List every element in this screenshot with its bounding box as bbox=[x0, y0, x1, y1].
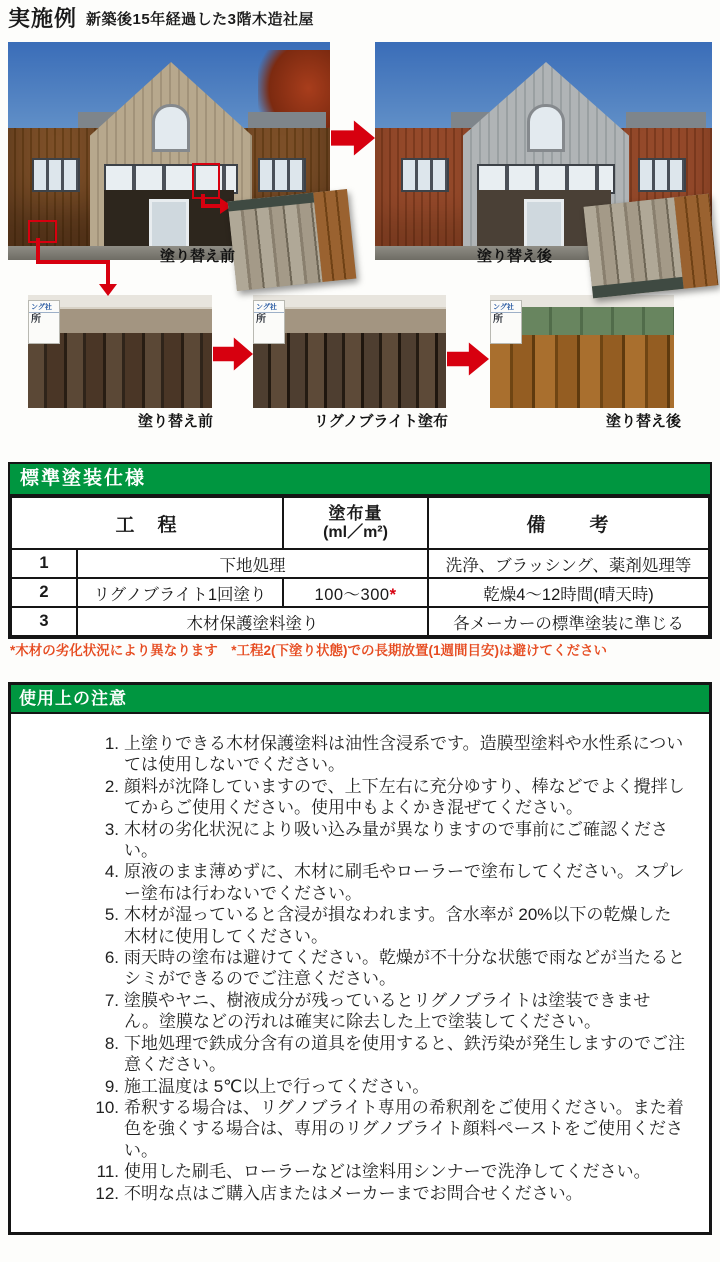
table-row bbox=[11, 549, 709, 578]
entrance-door bbox=[524, 199, 564, 246]
list-item bbox=[89, 819, 685, 862]
item-number: 12. bbox=[95, 1183, 119, 1203]
item-number: 9. bbox=[104, 1076, 119, 1096]
right-wing-window bbox=[258, 158, 306, 192]
weathered-planks bbox=[28, 333, 212, 408]
amount-value: 100〜300 bbox=[314, 585, 390, 604]
sign-text-fragment: 所 bbox=[493, 314, 503, 325]
detail-marker-box-lower bbox=[28, 220, 57, 243]
item-text: 塗膜やヤニ、樹液成分が残っているとリグノブライトは塗装できません。塗膜などの汚れは確実に除去した上で塗装してください。 bbox=[124, 990, 651, 1032]
entrance-door bbox=[149, 199, 189, 246]
label-closeup-applied: リグノブライト塗布 bbox=[314, 413, 448, 430]
treated-planks bbox=[253, 333, 446, 408]
label-closeup-before: 塗り替え前 bbox=[138, 413, 214, 430]
item-number: 3. bbox=[104, 819, 119, 839]
label-closeup-after: 塗り替え後 bbox=[606, 413, 682, 430]
asterisk-mark: * bbox=[389, 585, 397, 604]
sign-text-fragment: ング社 bbox=[29, 303, 59, 313]
item-number: 7. bbox=[104, 990, 119, 1010]
cautions-section-title: 使用上の注意 bbox=[11, 685, 709, 714]
item-text: 施工温度は 5℃以上で行ってください。 bbox=[124, 1076, 430, 1096]
connector-line bbox=[36, 260, 110, 264]
wall-sign bbox=[28, 300, 60, 344]
process-cell: 下地処理 bbox=[77, 549, 428, 578]
item-text: 木材が湿っていると含浸が損なわれます。含水率が 20%以下の乾燥した木材に使用してください。 bbox=[124, 905, 672, 946]
row-number: 1 bbox=[11, 549, 77, 578]
wall-sign bbox=[253, 300, 285, 344]
amount-header-line1: 塗布量 bbox=[328, 504, 383, 523]
item-number: 2. bbox=[104, 776, 119, 796]
list-item bbox=[89, 1183, 685, 1204]
arrow-right-icon bbox=[213, 336, 253, 372]
item-text: 不明な点はご購入店またはメーカーまでお問合せください。 bbox=[124, 1183, 583, 1203]
item-number: 11. bbox=[96, 1162, 119, 1182]
list-item bbox=[89, 1076, 685, 1097]
cautions-list bbox=[89, 733, 685, 1204]
wall-sign bbox=[490, 300, 522, 344]
amount-header-line2: (ml／m²) bbox=[323, 524, 388, 541]
item-number: 6. bbox=[104, 948, 119, 968]
detail-marker-box-upper bbox=[192, 163, 220, 199]
row-number: 2 bbox=[11, 578, 77, 607]
note-cell: 各メーカーの標準塗装に準じる bbox=[428, 607, 709, 636]
list-item bbox=[89, 1161, 685, 1182]
spec-footnote: *木材の劣化状況により異なります *工程2(下塗り状態)での長期放置(1週間目安)は避けてください bbox=[10, 643, 608, 658]
inset-photo-weathered-detail bbox=[228, 189, 357, 291]
closeup-photo-applied bbox=[253, 295, 446, 408]
list-item bbox=[89, 861, 685, 904]
spec-header-row bbox=[11, 497, 709, 549]
item-text: 使用した刷毛、ローラーなどは塗料用シンナーで洗浄してください。 bbox=[124, 1162, 651, 1182]
label-after: 塗り替え後 bbox=[477, 248, 553, 265]
item-text: 希釈する場合は、リグノブライト専用の希釈剤をご使用ください。また着色を強くする場合は、専用のリグノブライト顔料ペーストをご使用ください。 bbox=[124, 1097, 684, 1160]
connector-line bbox=[106, 260, 110, 286]
item-number: 4. bbox=[104, 862, 119, 882]
list-item bbox=[89, 904, 685, 947]
label-before: 塗り替え前 bbox=[160, 248, 236, 265]
item-number: 8. bbox=[104, 1033, 119, 1053]
process-cell: リグノブライト1回塗り bbox=[77, 578, 283, 607]
amount-cell bbox=[283, 578, 428, 607]
arched-window bbox=[152, 104, 190, 152]
sign-text-fragment: ング社 bbox=[254, 303, 284, 313]
table-row bbox=[11, 578, 709, 607]
list-item bbox=[89, 776, 685, 819]
page-subtitle: 新築後15年経過した3階木造社屋 bbox=[86, 11, 315, 28]
list-item bbox=[89, 1033, 685, 1076]
spec-section-title: 標準塗装仕様 bbox=[10, 464, 710, 496]
process-cell: 木材保護塗料塗り bbox=[77, 607, 428, 636]
list-item bbox=[89, 990, 685, 1033]
page-title: 実施例 bbox=[8, 6, 78, 31]
arrow-right-icon bbox=[447, 341, 489, 377]
inset-photo-repainted-detail bbox=[584, 194, 719, 299]
item-number: 5. bbox=[104, 905, 119, 925]
left-wing-window bbox=[32, 158, 80, 192]
sign-text-fragment: ング社 bbox=[491, 303, 521, 313]
note-cell: 洗浄、ブラッシング、薬剤処理等 bbox=[428, 549, 709, 578]
arrow-head-down-icon bbox=[99, 284, 117, 296]
connector-line bbox=[201, 204, 221, 208]
list-item bbox=[89, 733, 685, 776]
sign-text-fragment: 所 bbox=[256, 314, 266, 325]
sign-text-fragment: 所 bbox=[31, 314, 41, 325]
item-number: 1. bbox=[104, 734, 119, 753]
row-number: 3 bbox=[11, 607, 77, 636]
right-wing-window bbox=[638, 158, 686, 192]
item-text: 上塗りできる木材保護塗料は油性含浸系です。造膜型塗料や水性系については使用しないでください。 bbox=[124, 734, 684, 775]
arrow-right-icon bbox=[331, 119, 375, 157]
closeup-photo-after bbox=[490, 295, 674, 408]
cautions-section bbox=[8, 682, 712, 1235]
list-item bbox=[89, 1097, 685, 1161]
arched-window bbox=[527, 104, 565, 152]
col-header-process: 工 程 bbox=[11, 497, 283, 549]
item-text: 顔料が沈降していますので、上下左右に充分ゆすり、棒などでよく攪拌してからご使用ください。使用中もよくかき混ぜてください。 bbox=[124, 776, 685, 818]
item-text: 下地処理で鉄成分含有の道具を使用すると、鉄汚染が発生しますのでご注意ください。 bbox=[124, 1033, 685, 1075]
note-cell: 乾燥4〜12時間(晴天時) bbox=[428, 578, 709, 607]
spec-table bbox=[10, 496, 710, 637]
list-item bbox=[89, 947, 685, 990]
table-row bbox=[11, 607, 709, 636]
item-number: 10. bbox=[95, 1097, 119, 1117]
spec-section bbox=[8, 462, 712, 639]
repainted-planks bbox=[490, 335, 674, 408]
item-text: 原液のまま薄めずに、木材に刷毛やローラーで塗布してください。スプレー塗布は行わないでください。 bbox=[124, 862, 685, 903]
col-header-amount bbox=[283, 497, 428, 549]
item-text: 雨天時の塗布は避けてください。乾燥が不十分な状態で雨などが当たるとシミができるのでご注意ください。 bbox=[124, 948, 685, 989]
closeup-photo-before bbox=[28, 295, 212, 408]
left-wing-window bbox=[401, 158, 449, 192]
col-header-note: 備 考 bbox=[428, 497, 709, 549]
item-text: 木材の劣化状況により吸い込み量が異なりますので事前にご確認ください。 bbox=[124, 819, 668, 861]
